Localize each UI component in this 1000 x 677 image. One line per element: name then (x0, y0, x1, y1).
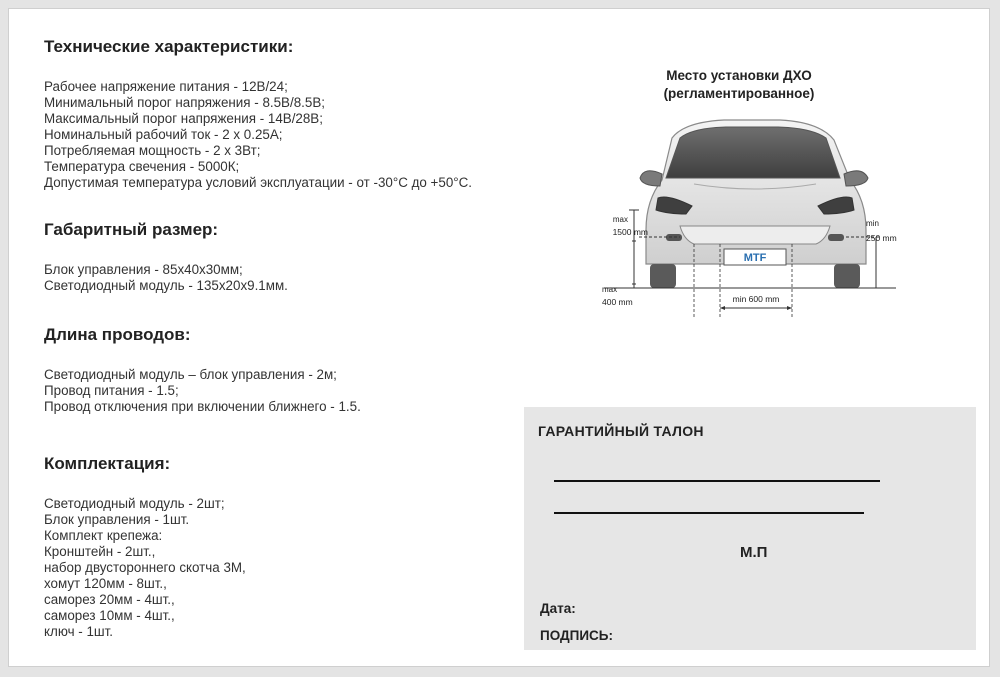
warranty-block (524, 407, 976, 650)
dimensions-section (44, 220, 288, 294)
diagram-title (604, 67, 874, 103)
specs-line: Допустимая температура условий эксплуатации - от -30°С до +50°С. (44, 175, 473, 190)
label-250: 250 mm (866, 233, 897, 243)
kit-line: Комплект крепежа: (44, 528, 163, 543)
wires-title: Длина проводов: (44, 325, 191, 344)
label-min-right: min (866, 219, 879, 228)
warranty-signature-label: ПОДПИСЬ: (540, 628, 613, 643)
specs-section (44, 37, 472, 191)
wires-line: Провод питания - 1.5; (44, 383, 179, 398)
label-max-bottom: max (602, 285, 618, 294)
label-400: 400 mm (602, 297, 633, 307)
car-front-diagram (584, 114, 904, 319)
kit-line: хомут 120мм - 8шт., (44, 576, 167, 591)
kit-line: ключ - 1шт. (44, 624, 114, 639)
specs-title: Технические характеристики: (44, 37, 294, 56)
kit-line: Блок управления - 1шт. (44, 512, 190, 527)
kit-line: Кронштейн - 2шт., (44, 544, 156, 559)
label-max-top: max (612, 215, 628, 224)
specs-line: Максимальный порог напряжения - 14В/28В; (44, 111, 323, 126)
bumper-grille (680, 226, 830, 244)
specs-line: Номинальный рабочий ток - 2 х 0.25А; (44, 127, 283, 142)
left-mirror (640, 171, 662, 186)
right-drl (828, 234, 844, 241)
diagram-title-line1: Место установки ДХО (666, 68, 812, 83)
right-wheel (834, 264, 860, 288)
kit-line: саморез 10мм - 4шт., (44, 608, 175, 623)
warranty-date-label: Дата: (540, 601, 576, 616)
dimensions-title: Габаритный размер: (44, 220, 219, 239)
left-wheel (650, 264, 676, 288)
kit-line: саморез 20мм - 4шт., (44, 592, 175, 607)
specs-line: Потребляемая мощность - 2 х 3Вт; (44, 143, 261, 158)
warranty-line-1 (554, 480, 880, 482)
kit-section (44, 454, 246, 640)
kit-line: набор двустороннего скотча 3М, (44, 560, 246, 575)
dimensions-line: Светодиодный модуль - 135х20х9.1мм. (44, 278, 288, 293)
label-1500: 1500 mm (612, 227, 648, 237)
wires-line: Светодиодный модуль – блок управления - 2м; (44, 367, 337, 382)
specs-line: Температура свечения - 5000К; (44, 159, 240, 174)
windshield (666, 127, 840, 178)
wires-line: Провод отключения при включении ближнего - 1.5. (44, 399, 361, 414)
label-600: min 600 mm (732, 294, 780, 304)
dimensions-line: Блок управления - 85х40х30мм; (44, 262, 243, 277)
kit-title: Комплектация: (44, 454, 171, 473)
right-mirror (844, 171, 868, 186)
warranty-stamp-label: М.П (740, 544, 768, 561)
instruction-card (8, 8, 990, 667)
specs-line: Минимальный порог напряжения - 8.5В/8.5В; (44, 95, 325, 110)
diagram-title-line2: (регламентированное) (663, 86, 815, 101)
warranty-title: ГАРАНТИЙНЫЙ ТАЛОН (538, 423, 704, 439)
wires-section (44, 325, 361, 415)
plate-text: MTF (743, 252, 767, 264)
specs-line: Рабочее напряжение питания - 12В/24; (44, 79, 288, 94)
kit-line: Светодиодный модуль - 2шт; (44, 496, 225, 511)
warranty-line-2 (554, 512, 864, 514)
